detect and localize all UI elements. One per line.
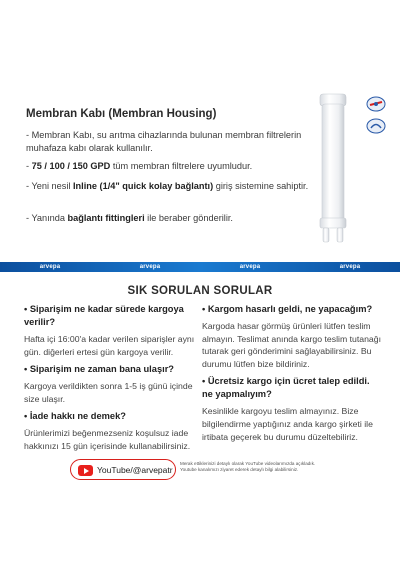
youtube-banner <box>70 459 326 480</box>
faq-answer: Kargoya verildikten sonra 1-5 iş günü içinde size ulaşır. <box>24 381 193 404</box>
faq-question: • Ücretsiz kargo için ücret talep edildi. ne yapmalıyım? <box>202 376 370 400</box>
product-paragraph-fittings: - Yanında bağlantı fittingleri ile beraber gönderilir. <box>26 213 233 223</box>
faq-column-right <box>202 303 382 448</box>
faq-question: • Siparişim ne kadar sürede kargoya verilir? <box>24 304 184 327</box>
brand-label: arvepa <box>339 264 361 270</box>
brand-label: arvepa <box>239 264 261 270</box>
faq-answer: Kesinlikle kargoyu teslim almayınız. Bize bilgilendirme yaptığınız anda kargo şirketi ile irtibata geçerek bu durumu düzeltebiliriz. <box>202 406 373 442</box>
membrane-housing-image <box>308 90 358 250</box>
filter-badge-icon <box>366 118 386 134</box>
product-title: Membran Kabı (Membran Housing) <box>26 108 217 120</box>
brand-label: arvepa <box>139 264 161 270</box>
faq-title: SIK SORULAN SORULAR <box>127 285 273 297</box>
youtube-note: Merak ettiklerinizi detaylı olarak YouTube videolarımızda açıkladık. Youtube kanalımızı ziyaret ederek detaylı bilgi alabilirsiniz. <box>180 461 316 473</box>
product-description-section <box>0 0 400 262</box>
faq-column-left <box>24 303 200 458</box>
faq-answer: Hafta içi 16:00'a kadar verilen siparişler aynı gün. diğerleri ertesi gün kargoya verilir. <box>24 334 195 357</box>
faq-question: • Siparişim ne zaman bana ulaşır? <box>24 364 174 375</box>
faq-answer: Kargoda hasar görmüş ürünleri lütfen teslim almayın. Teslimat anında kargo teslim tutanağı tutarak geri gönderimini sağlayabilirsiniz. Bu durumu lütfen bize bildiriniz. <box>202 321 381 369</box>
product-paragraph-compatibility: - 75 / 100 / 150 GPD tüm membran filtrelere uyumludur. <box>26 161 253 171</box>
faq-answer: Ürünlerimizi beğenmezseniz koşulsuz iade hakkınızı 15 gün içerisinde kullanabilirsiniz. <box>24 428 191 451</box>
youtube-link-button[interactable] <box>70 459 176 480</box>
product-paragraph-usage: - Membran Kabı, su arıtma cihazlarında bulunan membran filtrelerin muhafaza kabı olarak kullanılır. <box>26 130 302 153</box>
youtube-play-icon <box>78 465 93 476</box>
water-drop-badge-icon <box>366 96 386 112</box>
faq-question: • Kargom hasarlı geldi, ne yapacağım? <box>202 304 373 314</box>
product-paragraph-connection: - Yeni nesil Inline (1/4" quick kolay bağlantı) giriş sistemine sahiptir. <box>26 181 309 191</box>
brand-label: arvepa <box>39 264 61 270</box>
youtube-handle: YouTube/@arvepatr <box>97 465 173 475</box>
faq-question: • İade hakkı ne demek? <box>24 411 126 422</box>
brand-band <box>0 262 400 272</box>
